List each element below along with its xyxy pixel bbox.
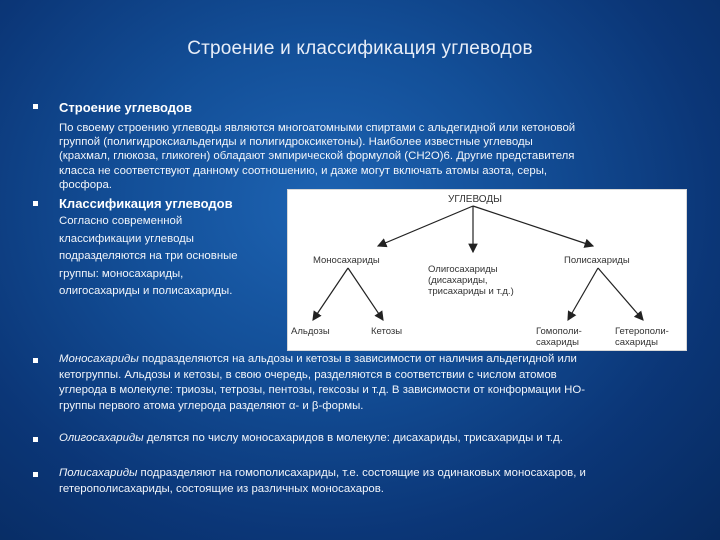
text-line: Согласно современной [59, 215, 183, 227]
classification-diagram [287, 189, 687, 351]
term-oligosaccharides: Олигосахариды [59, 432, 144, 444]
monosaccharides-paragraph [59, 352, 709, 414]
diagram-oligo-label-2: (дисахариды, [428, 275, 488, 286]
diagram-homo-label-2: сахариды [536, 337, 579, 348]
slide-title: Строение и классификация углеводов [187, 38, 533, 59]
diagram-mono-label: Моносахариды [313, 255, 380, 266]
text-line: группы: моносахариды, [59, 267, 184, 280]
text-line: фосфора. [59, 178, 112, 191]
section-classification-body [59, 213, 284, 301]
diagram-oligo-label-1: Олигосахариды [428, 264, 498, 275]
section-structure-body [59, 121, 699, 192]
diagram-aldoses-label: Альдозы [291, 326, 330, 337]
arrow-poly-hetero [598, 268, 643, 320]
arrow-mono-ketoses [348, 268, 383, 320]
text-line: По своему строению углеводы являются многоатомными спиртами с альдегидной или кетоновой [59, 122, 576, 134]
section-heading-structure: Строение углеводов [59, 100, 192, 115]
arrow-poly-homo [568, 268, 598, 320]
text-line: гетерополисахариды, состоящие из различных моносахаров. [59, 482, 384, 495]
term-polysaccharides: Полисахариды [59, 467, 138, 479]
arrow-root-mono [378, 206, 473, 246]
bullet-marker [33, 104, 38, 109]
text-fragment: подразделяют на гомополисахариды, т.е. состоящие из одинаковых моносахаров, и [137, 467, 586, 479]
text-line [59, 431, 709, 445]
diagram-hetero-label-1: Гетерополи- [615, 326, 669, 337]
section-heading-classification: Классификация углеводов [59, 196, 233, 211]
text-line: кетогруппы. Альдозы и кетозы, в свою очередь, разделяются в соответствии с числом атомов [59, 368, 557, 381]
text-line: подразделяются на три основные [59, 250, 238, 262]
bullet-marker [33, 201, 38, 206]
polysaccharides-paragraph [59, 466, 709, 497]
classification-diagram-svg [288, 190, 686, 350]
diagram-hetero-label-2: сахариды [615, 337, 658, 348]
diagram-ketoses-label: Кетозы [371, 326, 403, 337]
diagram-root-label: УГЛЕВОДЫ [448, 194, 502, 205]
arrow-mono-aldoses [313, 268, 348, 320]
oligosaccharides-paragraph [59, 431, 709, 445]
text-line: олигосахариды и полисахариды. [59, 285, 233, 297]
diagram-poly-label: Полисахариды [564, 255, 630, 266]
bullet-marker [33, 437, 38, 442]
text-line: группы первого атома углерода разделяют α- и β-формы. [59, 399, 364, 412]
text-fragment: делятся по числу моносахаридов в молекуле: дисахариды, трисахариды и т.д. [143, 432, 563, 444]
term-monosaccharides: Моносахариды [59, 353, 139, 365]
bullet-marker [33, 358, 38, 363]
text-line: группой (полигидроксиальдегиды и полигидроксикетоны). Наиболее известные углеводы [59, 136, 533, 149]
text-fragment: подразделяются на альдозы и кетозы в зависимости от наличия альдегидной или [138, 353, 577, 365]
text-line: класса не соответствуют данному соотношению, и даже могут включать атомы азота, серы, [59, 164, 548, 177]
arrow-root-poly [473, 206, 593, 246]
text-line: классификации углеводы [59, 232, 194, 245]
bullet-marker [33, 472, 38, 477]
text-line: (крахмал, глюкоза, гликоген) обладают эмпирической формулой (CH2O)6. Другие представителя [59, 150, 575, 163]
text-line: углерода в молекуле: триозы, тетрозы, пентозы, гексозы и т.д. В зависимости от конформации НО- [59, 384, 586, 396]
text-line [59, 466, 709, 482]
diagram-oligo-label-3: трисахариды и т.д.) [428, 286, 514, 297]
text-line [59, 352, 709, 368]
diagram-homo-label-1: Гомополи- [536, 326, 582, 337]
